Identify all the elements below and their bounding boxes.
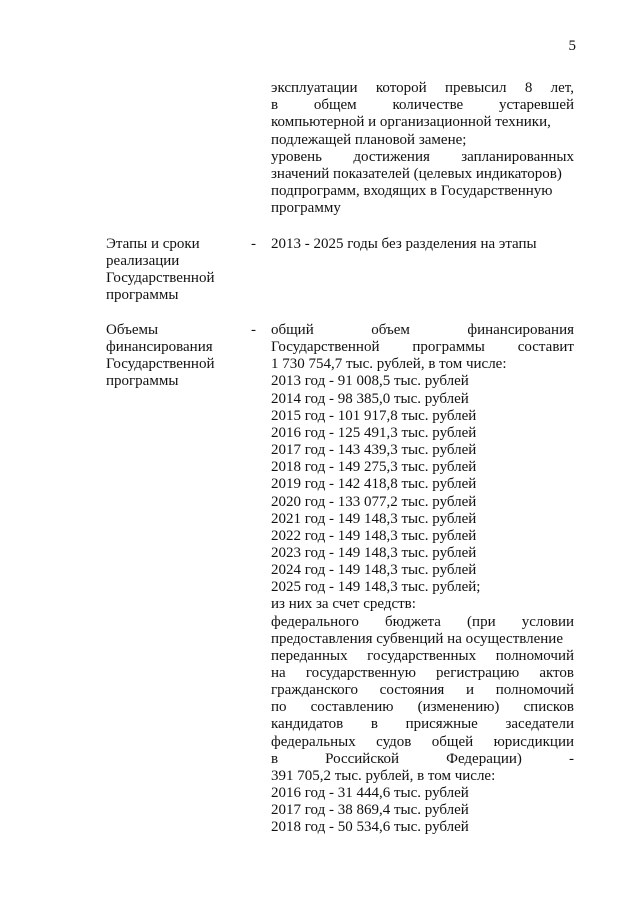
word: Государственной: [271, 339, 380, 356]
word: бюджета: [385, 613, 441, 630]
word: общем: [313, 97, 357, 114]
text-line: [271, 132, 574, 149]
word: 2016 год - 125 491,3 тыс. рублей: [271, 424, 477, 441]
funding-line: [271, 442, 574, 459]
word: 2014 год - 98 385,0 тыс. рублей: [271, 390, 469, 407]
word: общий: [271, 322, 314, 338]
funding-line: [271, 494, 574, 511]
word: достижения: [353, 148, 430, 165]
funding-line: [271, 459, 574, 476]
word: в: [271, 97, 279, 114]
word: (при: [467, 613, 496, 630]
word: полномочий: [495, 682, 574, 699]
word: -: [568, 750, 574, 767]
word: полномочий: [495, 647, 574, 664]
word: судов: [376, 733, 412, 750]
text-line: [271, 149, 574, 166]
stages-label-line: программы: [106, 287, 179, 303]
text-line: [271, 97, 574, 114]
funding-line: [271, 562, 574, 579]
funding-line: [271, 819, 574, 836]
word: уровень: [271, 148, 323, 165]
funding-line: [271, 665, 574, 682]
funding-line: [271, 734, 574, 751]
word: из них за счет средств:: [271, 596, 416, 613]
word: государственных: [367, 647, 477, 664]
word: предоставления субвенций на осуществление: [271, 630, 563, 647]
text-line: [271, 183, 574, 200]
funding-line: [271, 408, 574, 425]
word: составлению: [310, 699, 394, 716]
funding-line: [271, 356, 574, 373]
stages-value: 2013 - 2025 годы без разделения на этапы: [271, 236, 537, 252]
funding-line: [271, 476, 574, 493]
word: на: [271, 665, 286, 681]
word: присяжные: [405, 716, 478, 733]
text-line: [271, 166, 574, 183]
word: заседатели: [505, 716, 574, 733]
word: подлежащей плановой замене;: [271, 131, 467, 148]
funding-line: [271, 699, 574, 716]
funding-line: [271, 802, 574, 819]
word: Федерации): [446, 750, 522, 767]
word: программы: [412, 339, 485, 356]
word: федерального: [271, 613, 359, 630]
word: Российской: [325, 750, 400, 767]
stages-label-line: реализации: [106, 253, 180, 269]
funding-line: [271, 511, 574, 528]
word: государственную: [305, 665, 416, 681]
funding-line: [271, 373, 574, 390]
stages-label-line: Государственной: [106, 270, 215, 286]
word: запланированных: [461, 148, 574, 165]
word: компьютерной и организационной техники,: [271, 114, 551, 131]
funding-line: [271, 648, 574, 665]
funding-line: [271, 631, 574, 648]
funding-line: [271, 339, 574, 356]
word: 2023 год - 149 148,3 тыс. рублей: [271, 544, 477, 561]
page-number: 5: [568, 38, 576, 54]
word: 2022 год - 149 148,3 тыс. рублей: [271, 527, 477, 544]
word: по: [271, 699, 287, 716]
funding-label-line: Объемы: [106, 322, 159, 338]
word: превысил: [444, 80, 507, 96]
funding-line: [271, 785, 574, 802]
word: 2018 год - 50 534,6 тыс. рублей: [271, 819, 469, 836]
word: 2025 год - 149 148,3 тыс. рублей;: [271, 579, 481, 596]
stages-label-line: Этапы и сроки: [106, 236, 200, 252]
funding-label-line: программы: [106, 373, 179, 389]
funding-line: [271, 528, 574, 545]
word: эксплуатации: [271, 80, 358, 96]
word: 2015 год - 101 917,8 тыс. рублей: [271, 407, 477, 424]
funding-line: [271, 425, 574, 442]
text-line: [271, 200, 574, 217]
word: состояния: [379, 682, 445, 699]
word: списков: [523, 699, 574, 716]
word: 8: [524, 80, 533, 96]
word: гражданского: [271, 682, 358, 699]
funding-line: [271, 322, 574, 339]
word: объем: [371, 322, 410, 338]
word: устаревшей: [498, 97, 574, 114]
word: 2017 год - 143 439,3 тыс. рублей: [271, 442, 477, 459]
word: программу: [271, 200, 341, 217]
word: в: [271, 750, 279, 767]
funding-line: [271, 545, 574, 562]
word: условии: [521, 613, 574, 630]
funding-label-line: финансирования: [106, 339, 213, 355]
funding-line: [271, 391, 574, 408]
word: лет,: [550, 80, 574, 96]
word: которой: [375, 80, 427, 96]
word: юрисдикции: [493, 733, 574, 750]
funding-line: [271, 768, 574, 785]
word: подпрограмм, входящих в Государственную: [271, 183, 553, 200]
text-line: [271, 80, 574, 97]
word: в: [370, 716, 378, 733]
word: значений показателей (целевых индикаторов): [271, 166, 562, 182]
word: 2019 год - 142 418,8 тыс. рублей: [271, 476, 477, 493]
funding-dash: -: [251, 322, 256, 338]
funding-line: [271, 751, 574, 768]
word: финансирования: [467, 322, 574, 338]
word: регистрацию: [436, 665, 520, 681]
funding-line: [271, 596, 574, 613]
word: актов: [539, 665, 574, 681]
word: переданных: [271, 647, 348, 664]
word: и: [465, 682, 475, 699]
funding-line: [271, 614, 574, 631]
word: (изменению): [417, 699, 500, 716]
stages-dash: -: [251, 236, 256, 252]
text-line: [271, 114, 574, 131]
funding-label-line: Государственной: [106, 356, 215, 372]
word: 2013 год - 91 008,5 тыс. рублей: [271, 373, 469, 390]
word: 2020 год - 133 077,2 тыс. рублей: [271, 493, 477, 510]
word: 1 730 754,7 тыс. рублей, в том числе:: [271, 356, 507, 373]
word: 391 705,2 тыс. рублей, в том числе:: [271, 767, 496, 784]
word: составит: [517, 339, 574, 356]
word: общей: [431, 733, 474, 750]
word: федеральных: [271, 733, 356, 750]
word: 2016 год - 31 444,6 тыс. рублей: [271, 785, 469, 802]
word: 2024 год - 149 148,3 тыс. рублей: [271, 562, 477, 579]
funding-line: [271, 682, 574, 699]
word: количестве: [392, 97, 464, 114]
funding-line: [271, 579, 574, 596]
word: 2018 год - 149 275,3 тыс. рублей: [271, 459, 477, 476]
word: 2021 год - 149 148,3 тыс. рублей: [271, 510, 477, 527]
funding-line: [271, 716, 574, 733]
word: кандидатов: [271, 716, 344, 733]
word: 2017 год - 38 869,4 тыс. рублей: [271, 802, 469, 819]
